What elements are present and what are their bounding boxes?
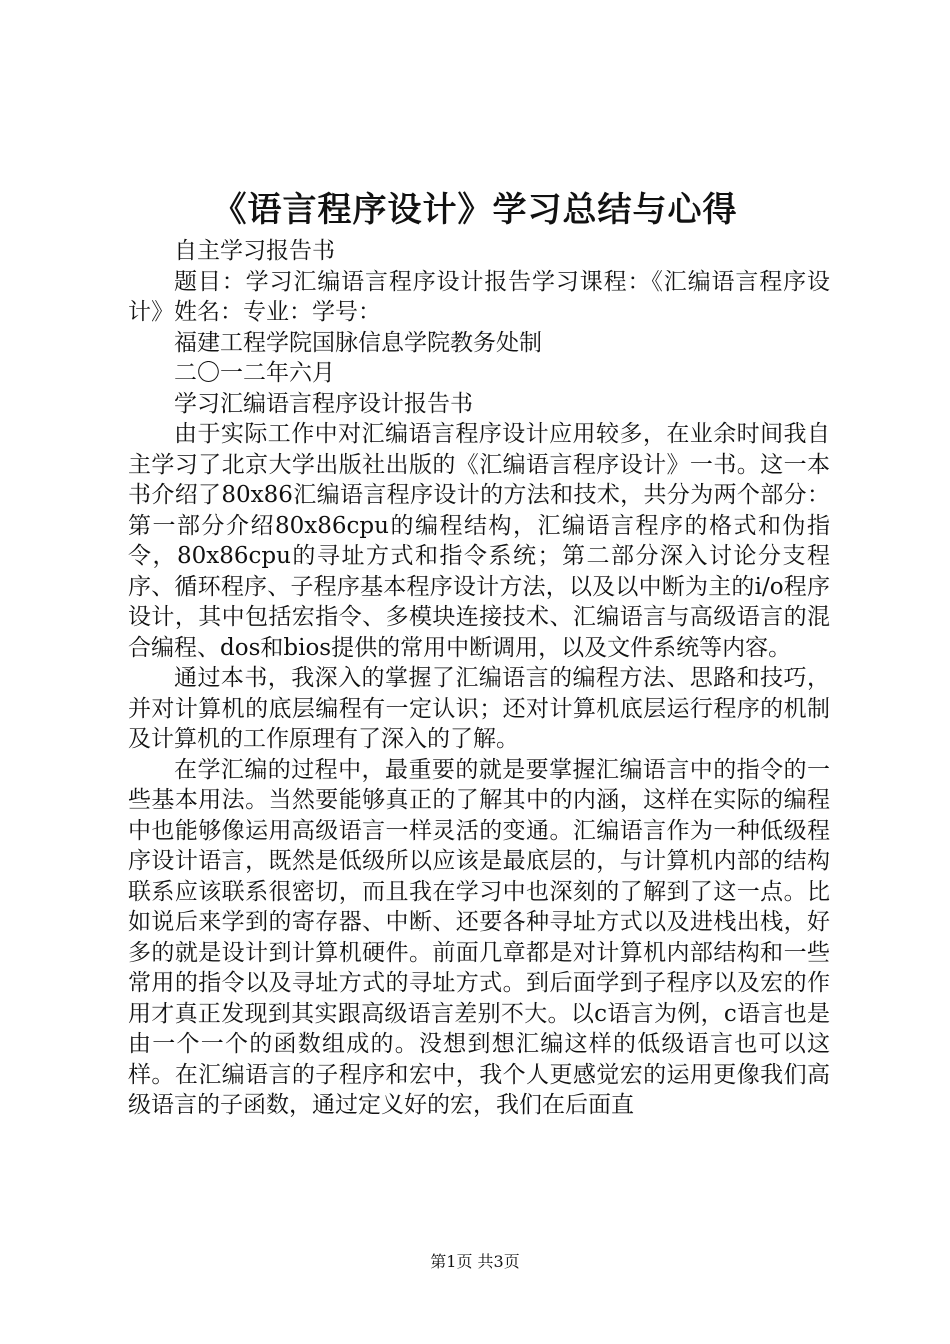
- document-body: [128, 236, 830, 1121]
- paragraph-report-heading: 自主学习报告书: [174, 238, 335, 264]
- paragraph-date: 二〇一二年六月: [174, 360, 335, 386]
- paragraph-institution: 福建工程学院国脉信息学院教务处制: [174, 329, 542, 356]
- page-number-footer: 第1页 共3页: [430, 1252, 520, 1271]
- paragraph-report-title: 学习汇编语言程序设计报告书: [174, 390, 473, 417]
- paragraph-report-meta: 题目：学习汇编语言程序设计报告学习课程：《汇编语言程序设计》姓名：专业：学号：: [128, 268, 830, 325]
- paragraph-body-2: 通过本书，我深入的掌握了汇编语言的编程方法、思路和技巧，并对计算机的底层编程有一定认识；还对计算机底层运行程序的机制及计算机的工作原理有了深入的了解。: [128, 665, 830, 752]
- paragraph-body-1: 由于实际工作中对汇编语言程序设计应用较多，在业余时间我自主学习了北京大学出版社出版的《汇编语言程序设计》一书。这一本书介绍了80x86汇编语言程序设计的方法和技术，共分为两个部分：第一部分介绍80x86cpu的编程结构，汇编语言程序的格式和伪指令，80x86cpu的寻址方式和指令系统；第二部分深入讨论分支程序、循环程序、子程序基本程序设计方法，以及以中断为主的i/o程序设计，其中包括宏指令、多模块连接技术、汇编语言与高级语言的混合编程、dos和bios提供的常用中断调用，以及文件系统等内容。: [128, 421, 830, 661]
- document-title: 《语言程序设计》学习总结与心得: [212, 190, 738, 230]
- paragraph-body-3: 在学汇编的过程中，最重要的就是要掌握汇编语言中的指令的一些基本用法。当然要能够真正的了解其中的内涵，这样在实际的编程中也能够像运用高级语言一样灵活的变通。汇编语言作为一种低级程序设计语言，既然是低级所以应该是最底层的，与计算机内部的结构联系应该联系很密切，而且我在学习中也深刻的了解到了这一点。比如说后来学到的寄存器、中断、还要各种寻址方式以及进栈出栈，好多的就是设计到计算机硬件。前面几章都是对计算机内部结构和一些常用的指令以及寻址方式的寻址方式。到后面学到子程序以及宏的作用才真正发现到其实跟高级语言差别不大。以c语言为例，c语言也是由一个一个的函数组成的。没想到想汇编这样的低级语言也可以这样。在汇编语言的子程序和宏中，我个人更感觉宏的运用更像我们高级语言的子函数，通过定义好的宏，我们在后面直: [128, 756, 830, 1118]
